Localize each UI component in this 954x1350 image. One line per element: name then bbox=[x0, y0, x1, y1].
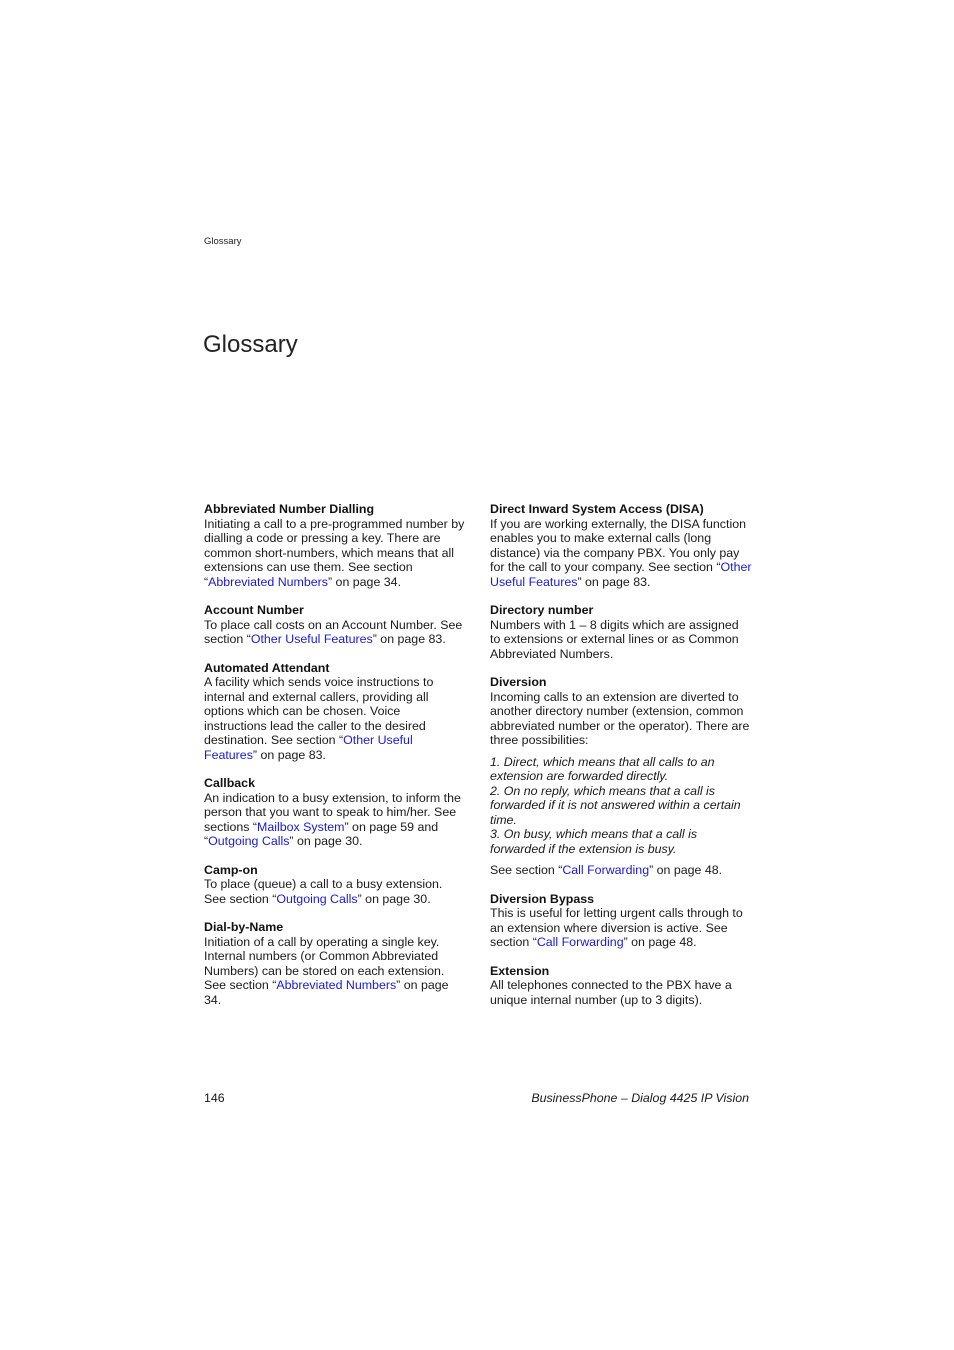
glossary-entry bbox=[204, 776, 466, 849]
glossary-definition bbox=[204, 517, 466, 590]
glossary-entry bbox=[490, 892, 752, 950]
definition-text: An indication to a busy extension, to inform the person that you want to speak to him/her. See sections “ bbox=[204, 790, 461, 834]
page-title: Glossary bbox=[203, 331, 298, 358]
page-reference: ” on page 34. bbox=[327, 574, 402, 589]
cross-reference-link[interactable]: Outgoing Calls bbox=[208, 834, 290, 848]
glossary-term: Diversion Bypass bbox=[490, 891, 594, 906]
diversion-option: 2. On no reply, which means that a call is forwarded if it is not answered within a certain time. bbox=[490, 783, 741, 827]
glossary-entry bbox=[204, 603, 466, 647]
cross-reference-link[interactable]: Mailbox System bbox=[257, 819, 345, 834]
page-reference: ” on page 48. bbox=[649, 863, 723, 877]
definition-text: To place call costs on an Account Number. See section “ bbox=[204, 617, 463, 646]
page-reference: ” on page 48. bbox=[623, 935, 697, 949]
definition-text: This is useful for letting urgent calls through to an extension where diversion is active. See section “ bbox=[490, 906, 743, 949]
cross-reference-link[interactable]: Outgoing Calls bbox=[276, 891, 358, 906]
glossary-entry bbox=[204, 920, 466, 1007]
diversion-option: 1. Direct, which means that all calls to an extension are forwarded directly. bbox=[490, 754, 715, 783]
page-reference: ” on page 83. bbox=[577, 574, 651, 589]
definition-text: If you are working externally, the DISA function enables you to make external calls (long distance) via the company PBX. You only pay for the call to your company. See section “ bbox=[490, 516, 746, 574]
definition-text: To place (queue) a call to a busy extension. See section “ bbox=[204, 877, 443, 906]
diversion-options bbox=[490, 755, 752, 857]
glossary-entry bbox=[204, 661, 466, 763]
glossary-definition bbox=[204, 791, 466, 849]
glossary-term: Automated Attendant bbox=[204, 660, 330, 675]
glossary-term: Callback bbox=[204, 776, 255, 790]
glossary-definition bbox=[204, 618, 466, 647]
definition-text: Initiation of a call by operating a single key. Internal numbers (or Common Abbreviated Numbers) can be stored on each extension. See section “ bbox=[204, 934, 445, 992]
glossary-definition bbox=[490, 906, 752, 950]
running-header: Glossary bbox=[204, 236, 242, 247]
glossary-term: Direct Inward System Access (DISA) bbox=[490, 502, 704, 516]
glossary-column-left bbox=[204, 502, 466, 1021]
glossary-term: Directory number bbox=[490, 603, 594, 617]
glossary-entry bbox=[490, 502, 752, 589]
glossary-entry bbox=[204, 863, 466, 907]
page-reference: ” on page 30. bbox=[289, 834, 363, 848]
glossary-definition: Numbers with 1 – 8 digits which are assigned to extensions or external lines or as Common Abbreviated Numbers. bbox=[490, 617, 739, 661]
glossary-entry bbox=[204, 502, 466, 589]
definition-text: See section “ bbox=[490, 863, 563, 877]
page-reference: ” on page 34. bbox=[204, 978, 449, 1007]
glossary-term: Diversion bbox=[490, 675, 547, 689]
cross-reference-link[interactable]: Abbreviated Numbers bbox=[208, 574, 328, 589]
glossary-term: Camp-on bbox=[204, 862, 258, 877]
page-reference: ” on page 83. bbox=[252, 747, 326, 762]
glossary-term: Abbreviated Number Dialling bbox=[204, 502, 375, 516]
document-title: BusinessPhone – Dialog 4425 IP Vision bbox=[531, 1091, 749, 1105]
cross-reference-link[interactable]: Other Useful Features bbox=[490, 560, 752, 589]
glossary-definition bbox=[204, 675, 466, 762]
glossary-entry bbox=[490, 675, 752, 878]
page-reference: ” on page 83. bbox=[372, 632, 446, 646]
glossary-definition: Incoming calls to an extension are diverted to another directory number (extension, common abbreviated number or the operator). There are three possibilities: bbox=[490, 689, 750, 747]
glossary-term: Dial-by-Name bbox=[204, 920, 284, 934]
cross-reference-link[interactable]: Call Forwarding bbox=[536, 935, 624, 949]
page-reference: ” on page 59 and “ bbox=[204, 819, 439, 848]
cross-reference-link[interactable]: Call Forwarding bbox=[562, 863, 650, 877]
see-also bbox=[490, 863, 752, 878]
glossary-definition bbox=[204, 877, 466, 906]
cross-reference-link[interactable]: Abbreviated Numbers bbox=[276, 978, 397, 992]
glossary-entry bbox=[490, 964, 752, 1008]
glossary-term: Extension bbox=[490, 963, 550, 978]
glossary-definition bbox=[204, 935, 466, 1008]
cross-reference-link[interactable]: Other Useful Features bbox=[250, 632, 373, 646]
definition-text: Initiating a call to a pre-programmed number by dialling a code or pressing a key. There are common short-numbers, which means that all extensions can use them. See section “ bbox=[204, 516, 465, 589]
diversion-option: 3. On busy, which means that a call is forwarded if the extension is busy. bbox=[490, 827, 698, 856]
glossary-definition: All telephones connected to the PBX have a unique internal number (up to 3 digits). bbox=[490, 978, 732, 1007]
glossary-term: Account Number bbox=[204, 603, 304, 617]
glossary-definition bbox=[490, 517, 752, 590]
cross-reference-link[interactable]: Other Useful Features bbox=[204, 733, 413, 762]
page-reference: ” on page 30. bbox=[357, 891, 431, 906]
definition-text: A facility which sends voice instructions to internal and external callers, providing all options which can be chosen. Voice instructions lead the caller to the desired destination. See section “ bbox=[204, 675, 434, 747]
glossary-entry bbox=[490, 603, 752, 661]
glossary-column-right bbox=[490, 502, 752, 1021]
page-number: 146 bbox=[204, 1091, 225, 1105]
